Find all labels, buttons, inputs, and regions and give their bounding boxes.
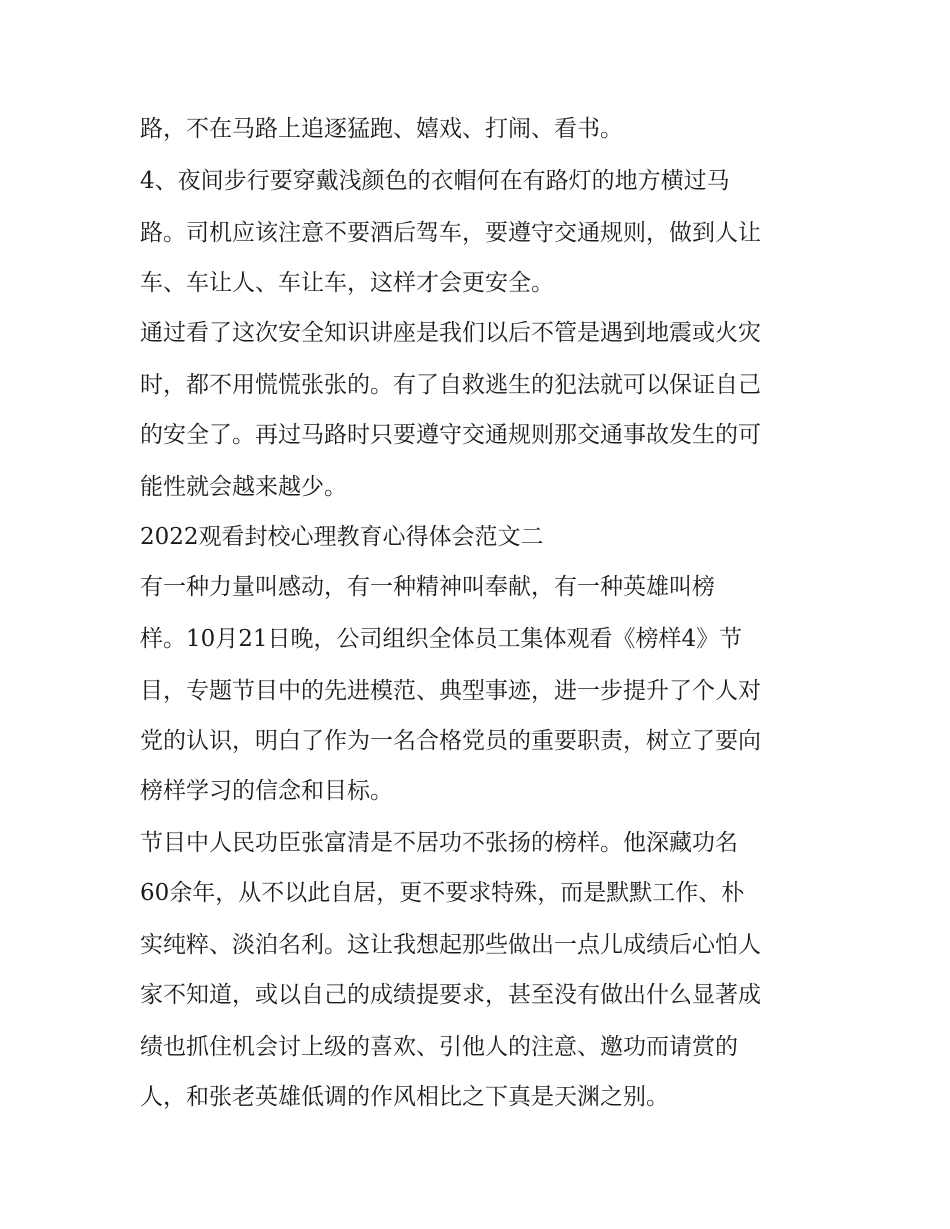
text-line-2: 4、夜间步行要穿戴浅颜色的衣帽何在有路灯的地方横过马 xyxy=(140,168,730,194)
text-line-10: 有一种力量叫感动，有一种精神叫奉献，有一种英雄叫榜 xyxy=(140,574,715,600)
text-line-17: 实纯粹、淡泊名利。这让我想起那些做出一点儿成绩后心怕人 xyxy=(140,932,761,958)
text-line-13: 党的认识，明白了作为一名合格党员的重要职责，树立了要向 xyxy=(140,728,761,754)
section-heading: 2022观看封校心理教育心得体会范文二 xyxy=(140,524,544,550)
text-line-1: 路，不在马路上追逐猛跑、嬉戏、打闹、看书。 xyxy=(140,116,623,142)
text-line-19: 绩也抓住机会讨上级的喜欢、引他人的注意、邀功而请赏的 xyxy=(140,1034,738,1060)
text-line-14: 榜样学习的信念和目标。 xyxy=(140,778,393,804)
text-line-8: 能性就会越来越少。 xyxy=(140,474,347,500)
text-line-18: 家不知道，或以自己的成绩提要求，甚至没有做出什么显著成 xyxy=(140,982,761,1008)
text-line-15: 节目中人民功臣张富清是不居功不张扬的榜样。他深藏功名 xyxy=(140,830,738,856)
text-line-3: 路。司机应该注意不要酒后驾车，要遵守交通规则，做到人让 xyxy=(140,220,761,246)
text-line-5: 通过看了这次安全知识讲座是我们以后不管是遇到地震或火灾 xyxy=(140,320,761,346)
text-line-16: 60余年，从不以此自居，更不要求特殊，而是默默工作、朴 xyxy=(140,880,745,906)
text-line-6: 时，都不用慌慌张张的。有了自救逃生的犯法就可以保证自己 xyxy=(140,372,761,398)
text-line-7: 的安全了。再过马路时只要遵守交通规则那交通事故发生的可 xyxy=(140,422,761,448)
text-line-11: 样。10月21日晚，公司组织全体员工集体观看《榜样4》节 xyxy=(140,626,743,652)
text-line-4: 车、车让人、车让车，这样才会更安全。 xyxy=(140,270,554,296)
text-line-12: 目，专题节目中的先进模范、典型事迹，进一步提升了个人对 xyxy=(140,678,761,704)
text-line-20: 人，和张老英雄低调的作风相比之下真是天渊之别。 xyxy=(140,1084,669,1110)
